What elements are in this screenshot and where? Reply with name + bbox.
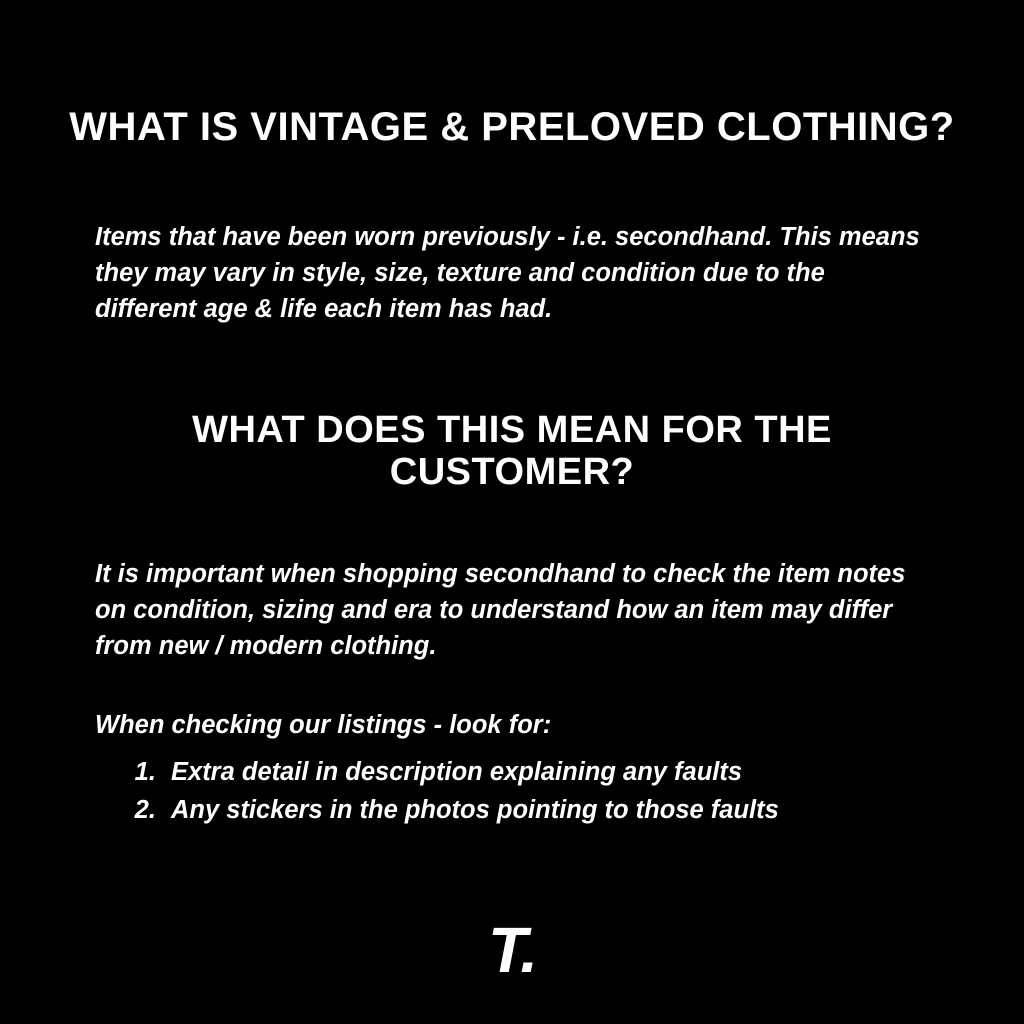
definition-paragraph: Items that have been worn previously - i.e. secondhand. This means they may vary in style, size, texture and condition due to the different age & life each item has had. — [95, 222, 920, 323]
customer-guidance-paragraph: It is important when shopping secondhand to check the item notes on condition, sizing and era to understand how an item may differ from new / modern clothing. — [95, 559, 906, 660]
listings-prompt-paragraph: When checking our listings - look for: — [95, 710, 552, 739]
brand-logo: T. — [487, 914, 537, 986]
section-title-customer: WHAT DOES THIS MEAN FOR THE CUSTOMER? — [192, 408, 832, 494]
faults-checklist — [118, 753, 929, 830]
page-title: WHAT IS VINTAGE & PRELOVED CLOTHING? — [69, 104, 955, 149]
list-item: 2. Any stickers in the photos pointing to those faults — [163, 791, 929, 829]
list-item: 1. Extra detail in description explaining any faults — [163, 753, 929, 791]
